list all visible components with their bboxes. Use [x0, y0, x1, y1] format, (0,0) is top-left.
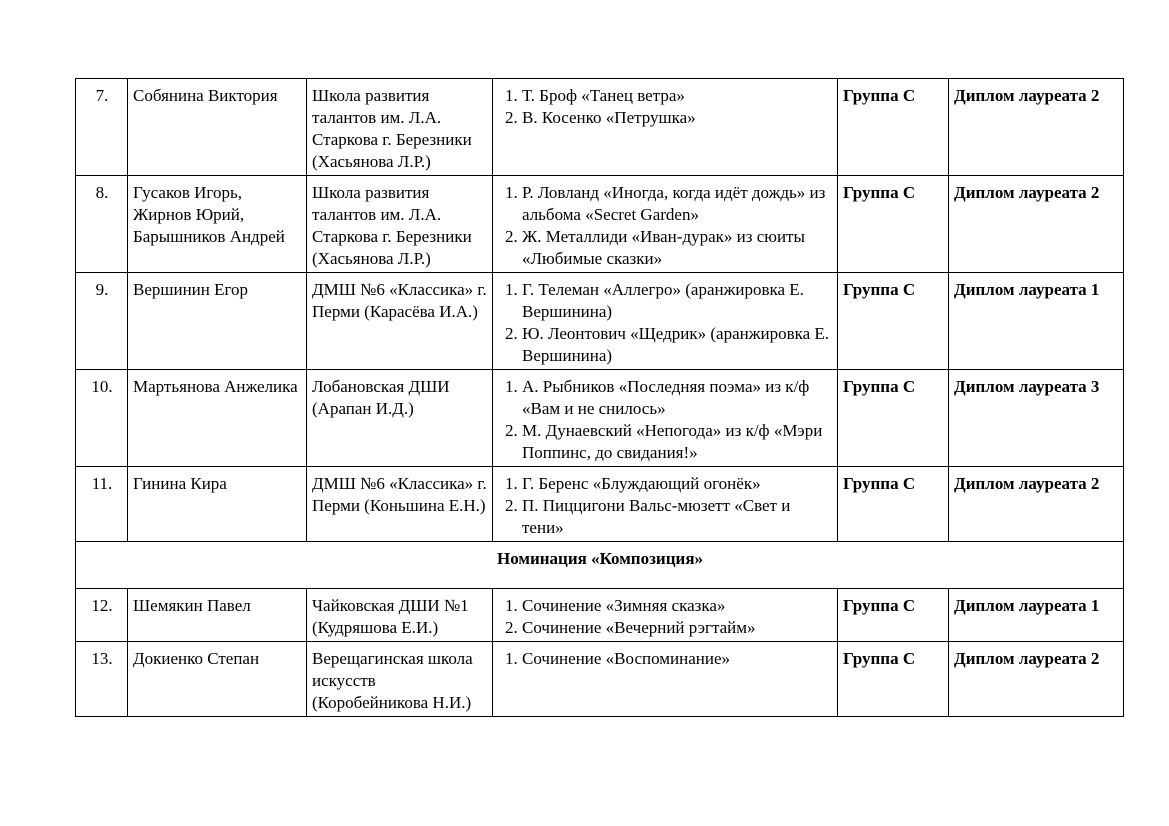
program-cell — [493, 273, 838, 370]
table-row — [76, 176, 1124, 273]
program-list — [498, 648, 833, 670]
table-row — [76, 589, 1124, 642]
participant-name: Собянина Виктория — [128, 79, 307, 176]
group-label: Группа С — [838, 370, 949, 467]
participant-name: Вершинин Егор — [128, 273, 307, 370]
row-number: 11. — [76, 467, 128, 542]
results-table-body — [76, 79, 1124, 717]
group-label: Группа С — [838, 467, 949, 542]
participant-name: Докиенко Степан — [128, 642, 307, 717]
award-label: Диплом лауреата 2 — [949, 642, 1124, 717]
program-cell — [493, 370, 838, 467]
program-item: 1. Г. Беренс «Блуждающий огонёк» — [522, 473, 833, 495]
program-list — [498, 376, 833, 464]
row-number: 7. — [76, 79, 128, 176]
table-row — [76, 642, 1124, 717]
row-number: 8. — [76, 176, 128, 273]
row-number: 12. — [76, 589, 128, 642]
participant-name: Гусаков Игорь, Жирнов Юрий, Барышников Андрей — [128, 176, 307, 273]
program-item: 1. Т. Броф «Танец ветра» — [522, 85, 833, 107]
table-row — [76, 370, 1124, 467]
school-name: ДМШ №6 «Классика» г. Перми (Карасёва И.А.) — [307, 273, 493, 370]
nomination-heading: Номинация «Композиция» — [76, 542, 1124, 589]
award-label: Диплом лауреата 1 — [949, 589, 1124, 642]
program-cell — [493, 642, 838, 717]
award-label: Диплом лауреата 2 — [949, 176, 1124, 273]
program-list — [498, 182, 833, 270]
program-item: 1. Г. Телеман «Аллегро» (аранжировка Е. Вершинина) — [522, 279, 833, 323]
school-name: Верещагинская школа искусств (Коробейникова Н.И.) — [307, 642, 493, 717]
group-label: Группа С — [838, 642, 949, 717]
row-number: 10. — [76, 370, 128, 467]
program-item: 1. А. Рыбников «Последняя поэма» из к/ф «Вам и не снилось» — [522, 376, 833, 420]
program-cell — [493, 589, 838, 642]
award-label: Диплом лауреата 3 — [949, 370, 1124, 467]
nomination-row — [76, 542, 1124, 589]
program-item: 2. Ю. Леонтович «Щедрик» (аранжировка Е. Вершинина) — [522, 323, 833, 367]
program-list — [498, 473, 833, 539]
school-name: Лобановская ДШИ (Арапан И.Д.) — [307, 370, 493, 467]
program-item: 1. Р. Ловланд «Иногда, когда идёт дождь» из альбома «Secret Garden» — [522, 182, 833, 226]
program-item: 2. П. Пиццигони Вальс-мюзетт «Свет и тени» — [522, 495, 833, 539]
program-list — [498, 85, 833, 129]
group-label: Группа С — [838, 273, 949, 370]
program-item: 2. Ж. Металлиди «Иван-дурак» из сюиты «Любимые сказки» — [522, 226, 833, 270]
program-item: 2. Сочинение «Вечерний рэгтайм» — [522, 617, 833, 639]
program-list — [498, 279, 833, 367]
award-label: Диплом лауреата 2 — [949, 79, 1124, 176]
results-table — [75, 78, 1124, 717]
group-label: Группа С — [838, 79, 949, 176]
table-row — [76, 273, 1124, 370]
participant-name: Шемякин Павел — [128, 589, 307, 642]
program-item: 1. Сочинение «Зимняя сказка» — [522, 595, 833, 617]
program-item: 2. В. Косенко «Петрушка» — [522, 107, 833, 129]
award-label: Диплом лауреата 1 — [949, 273, 1124, 370]
participant-name: Гинина Кира — [128, 467, 307, 542]
program-cell — [493, 79, 838, 176]
award-label: Диплом лауреата 2 — [949, 467, 1124, 542]
row-number: 13. — [76, 642, 128, 717]
table-row — [76, 467, 1124, 542]
row-number: 9. — [76, 273, 128, 370]
program-cell — [493, 467, 838, 542]
school-name: Школа развития талантов им. Л.А. Старкова г. Березники (Хасьянова Л.Р.) — [307, 176, 493, 273]
program-item: 2. М. Дунаевский «Непогода» из к/ф «Мэри Поппинс, до свидания!» — [522, 420, 833, 464]
program-item: 1. Сочинение «Воспоминание» — [522, 648, 833, 670]
group-label: Группа С — [838, 176, 949, 273]
program-cell — [493, 176, 838, 273]
participant-name: Мартьянова Анжелика — [128, 370, 307, 467]
table-row — [76, 79, 1124, 176]
school-name: Школа развития талантов им. Л.А. Старкова г. Березники (Хасьянова Л.Р.) — [307, 79, 493, 176]
group-label: Группа С — [838, 589, 949, 642]
school-name: Чайковская ДШИ №1 (Кудряшова Е.И.) — [307, 589, 493, 642]
school-name: ДМШ №6 «Классика» г. Перми (Коньшина Е.Н.) — [307, 467, 493, 542]
program-list — [498, 595, 833, 639]
